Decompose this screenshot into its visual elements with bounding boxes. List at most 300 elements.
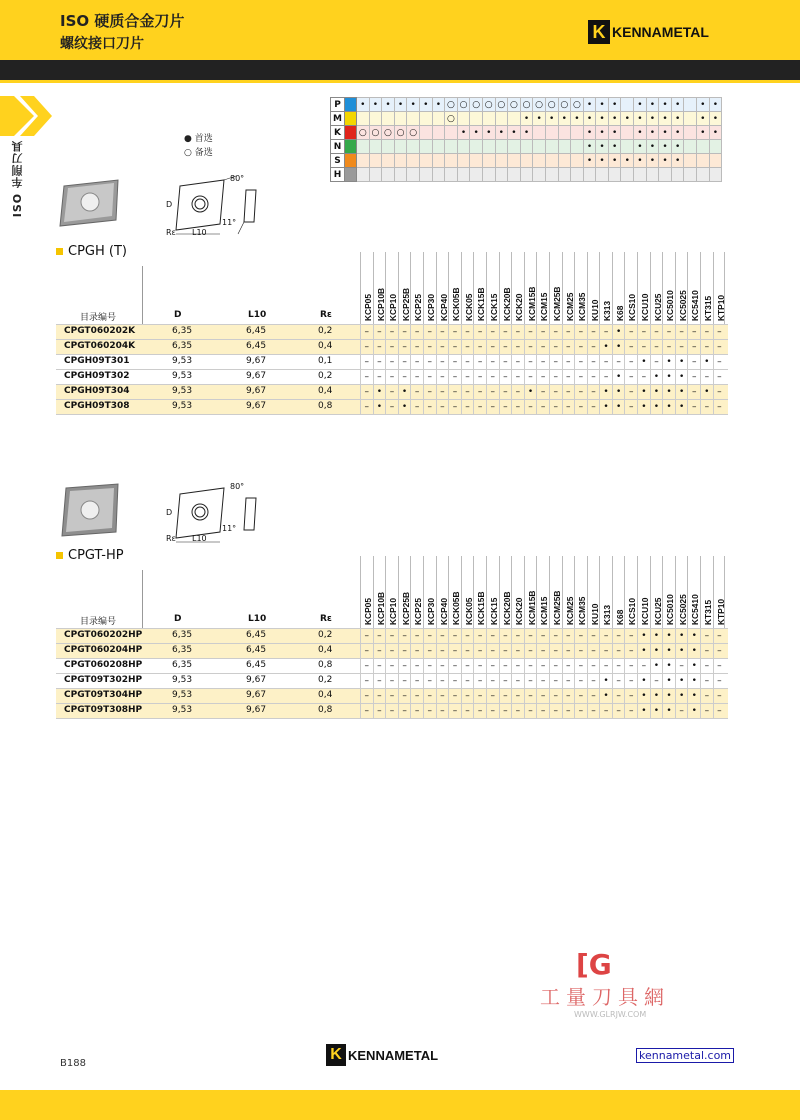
grade-cell: – (499, 689, 512, 703)
grade-cell: – (562, 355, 575, 369)
part-number: CPGT060204K (64, 341, 136, 351)
grade-cell: – (650, 674, 663, 688)
l10-value: 6,45 (246, 660, 267, 670)
material-cell (457, 168, 470, 182)
grade-cell: – (360, 644, 373, 658)
material-cell (508, 112, 521, 126)
material-color-swatch (345, 154, 357, 168)
material-cell (369, 168, 382, 182)
material-color-swatch (345, 168, 357, 182)
grade-cell: – (624, 400, 637, 414)
material-cell (571, 140, 584, 154)
grade-cell: – (448, 355, 461, 369)
grade-cell: • (637, 674, 650, 688)
grade-cell: – (549, 689, 562, 703)
grade-header (587, 252, 600, 324)
part-number: CPGT060208HP (64, 660, 143, 670)
column-header-d: D (174, 310, 182, 320)
material-cell (382, 154, 395, 168)
material-label: K (331, 126, 345, 140)
material-cell (382, 140, 395, 154)
column-header-d: D (174, 614, 182, 624)
grade-cell: – (536, 629, 549, 643)
column-header-l10: L10 (248, 310, 267, 320)
grade-header (486, 252, 499, 324)
grade-cell: – (524, 689, 537, 703)
grade-cell: – (398, 629, 411, 643)
material-color-swatch (345, 140, 357, 154)
grade-header-label: KCK15B (476, 591, 487, 625)
table-bottom-rule (56, 414, 728, 415)
grade-cell: – (624, 385, 637, 399)
grade-cell: – (461, 644, 474, 658)
d-value: 9,53 (172, 371, 193, 381)
grade-cell: – (373, 355, 386, 369)
grade-header-label: KCP10B (375, 591, 386, 625)
grade-header (536, 556, 549, 628)
grade-header (511, 252, 524, 324)
material-cell (533, 168, 546, 182)
grade-cell: – (599, 355, 612, 369)
grade-cell: – (499, 629, 512, 643)
material-cell (709, 154, 722, 168)
grade-cell: – (423, 644, 436, 658)
section-title (56, 244, 127, 259)
material-cell (571, 168, 584, 182)
grade-cell: – (461, 689, 474, 703)
re-value: 0,4 (318, 386, 333, 396)
grade-cell: – (549, 325, 562, 339)
insert-photo-hp (56, 482, 126, 540)
material-cell: • (709, 112, 722, 126)
grade-cell: – (423, 385, 436, 399)
grade-cell: – (700, 629, 713, 643)
material-cell: • (659, 112, 672, 126)
grade-cell: – (700, 674, 713, 688)
material-cell: • (608, 154, 621, 168)
material-cell (470, 154, 483, 168)
grade-cell: – (436, 659, 449, 673)
grade-cell: – (549, 644, 562, 658)
material-cell (520, 154, 533, 168)
material-cell: • (659, 126, 672, 140)
grade-cell: • (650, 629, 663, 643)
section-title-text: CPGT-HP (68, 548, 124, 563)
grade-header-label: KCK15 (488, 597, 499, 625)
grade-header-label: KCM25B (551, 590, 562, 625)
grade-header (549, 252, 562, 324)
material-cell: ○ (382, 126, 395, 140)
grade-cell: • (675, 674, 688, 688)
grade-header (461, 252, 474, 324)
grade-cell: – (410, 644, 423, 658)
grade-cell: – (524, 400, 537, 414)
bullet-square-icon (56, 248, 63, 255)
material-cell (533, 126, 546, 140)
grade-cell: – (373, 325, 386, 339)
grade-header (549, 556, 562, 628)
grade-cell: – (423, 659, 436, 673)
grade-cell: – (461, 370, 474, 384)
grade-cell: – (436, 644, 449, 658)
material-cell (495, 140, 508, 154)
grade-header (473, 252, 486, 324)
grade-header-label: KCU25 (652, 597, 663, 625)
grade-header-label: KCK05 (463, 293, 474, 321)
grade-cell: – (436, 400, 449, 414)
material-cell (684, 112, 697, 126)
grade-cell: • (675, 385, 688, 399)
grade-cell: – (524, 325, 537, 339)
grade-cell: – (574, 629, 587, 643)
d-value: 9,53 (172, 690, 193, 700)
grade-cell: – (448, 689, 461, 703)
header-accent-line (0, 80, 800, 83)
table-row (56, 324, 728, 339)
grade-cell: – (549, 385, 562, 399)
grade-header-label: KCP05 (363, 294, 373, 321)
material-cell: • (608, 126, 621, 140)
grade-cell: – (713, 370, 726, 384)
grade-cell: – (360, 659, 373, 673)
grade-cell: • (650, 370, 663, 384)
grade-cell: – (398, 325, 411, 339)
grade-cell: – (410, 400, 423, 414)
material-cell: • (646, 126, 659, 140)
part-number: CPGT09T302HP (64, 675, 143, 685)
grade-cell: – (486, 644, 499, 658)
kennametal-k-icon: K (588, 20, 610, 44)
grade-header (398, 556, 411, 628)
grade-header (637, 252, 650, 324)
material-cell (621, 140, 634, 154)
section-title (56, 548, 124, 563)
grade-headers (360, 252, 725, 324)
grade-cell: – (624, 355, 637, 369)
material-cell (558, 140, 571, 154)
grade-header-label: KCK05 (463, 597, 474, 625)
grade-header-label: KCP25 (413, 598, 424, 625)
column-header-re: Rε (320, 614, 332, 624)
material-cell: • (520, 112, 533, 126)
grade-cell: • (687, 644, 700, 658)
grade-header-label: KCK05B (451, 287, 462, 321)
grade-header (599, 556, 612, 628)
material-cell: • (457, 126, 470, 140)
grade-cell: • (599, 400, 612, 414)
grade-header-label: KCK20 (514, 293, 525, 321)
material-label: S (331, 154, 345, 168)
grade-cell: – (687, 370, 700, 384)
website-link[interactable]: kennametal.com (636, 1048, 734, 1063)
grade-cell: – (398, 704, 411, 718)
grade-cell: – (524, 704, 537, 718)
material-cell: • (596, 112, 609, 126)
grade-cell: – (436, 385, 449, 399)
grade-cell: – (461, 659, 474, 673)
page-subtitle: 螺纹接口刀片 (60, 36, 144, 52)
grade-cell: – (499, 355, 512, 369)
grade-cell: – (499, 644, 512, 658)
d-value: 9,53 (172, 705, 193, 715)
grade-cell: • (662, 400, 675, 414)
material-cell: ○ (457, 98, 470, 112)
material-cell: • (482, 126, 495, 140)
material-row-n (331, 140, 722, 154)
material-cell: • (382, 98, 395, 112)
material-cell: • (407, 98, 420, 112)
page-title: ISO 硬质合金刀片 (60, 12, 185, 30)
material-cell: • (634, 112, 647, 126)
material-cell: • (697, 112, 710, 126)
grade-header (650, 556, 663, 628)
material-cell (684, 126, 697, 140)
grade-cell: – (410, 689, 423, 703)
grade-header-label: KCM15 (539, 596, 550, 625)
grade-cell: – (373, 644, 386, 658)
material-cell (608, 168, 621, 182)
grade-header (562, 252, 575, 324)
grade-cell: – (574, 704, 587, 718)
grade-header (524, 252, 537, 324)
grade-header-label: KC5025 (677, 290, 688, 321)
grade-cell: – (511, 644, 524, 658)
part-number: CPGT09T304HP (64, 690, 143, 700)
material-cell (470, 140, 483, 154)
grade-cell: – (423, 689, 436, 703)
part-number: CPGT060202HP (64, 630, 143, 640)
grade-header (612, 556, 625, 628)
material-cell (697, 140, 710, 154)
grade-cell: – (536, 340, 549, 354)
material-cell: • (608, 112, 621, 126)
grade-cell: – (410, 704, 423, 718)
grade-cell: – (536, 400, 549, 414)
grade-cell: • (398, 400, 411, 414)
grade-cell: – (486, 370, 499, 384)
material-row-p (331, 98, 722, 112)
material-cell (558, 154, 571, 168)
l10-value: 9,67 (246, 386, 267, 396)
grade-cell: – (637, 340, 650, 354)
grade-header (360, 556, 373, 628)
material-cell (419, 168, 432, 182)
grade-cell: – (385, 400, 398, 414)
grade-cell: • (675, 629, 688, 643)
grade-cell: – (624, 340, 637, 354)
material-cell (482, 154, 495, 168)
grade-header-label: KCP10 (388, 598, 399, 625)
grade-cell: – (637, 325, 650, 339)
material-cell (482, 168, 495, 182)
grade-cell: • (373, 400, 386, 414)
grade-cell: – (687, 355, 700, 369)
grade-cell: – (675, 659, 688, 673)
grade-cell: – (562, 674, 575, 688)
angle-label-hp: 80° (230, 482, 245, 491)
material-cell: • (646, 98, 659, 112)
l10-value: 6,45 (246, 326, 267, 336)
grade-cell: – (536, 674, 549, 688)
grade-cell: – (360, 400, 373, 414)
grade-cell: – (398, 355, 411, 369)
grade-cell: – (536, 355, 549, 369)
material-cell (482, 112, 495, 126)
column-headers (56, 614, 356, 628)
grade-cell: • (662, 659, 675, 673)
re-value: 0,4 (318, 645, 333, 655)
grade-cell: – (612, 644, 625, 658)
material-cell: • (419, 98, 432, 112)
material-cell (697, 168, 710, 182)
grade-cell: – (461, 340, 474, 354)
page-number: B188 (60, 1058, 86, 1069)
grade-header-label: KCP30 (425, 294, 436, 321)
material-cell: • (671, 154, 684, 168)
grade-cell: – (398, 644, 411, 658)
grade-cell: – (499, 674, 512, 688)
grade-header-label: KCU10 (640, 293, 651, 321)
material-cell: • (608, 140, 621, 154)
grade-cell: – (398, 689, 411, 703)
material-cell: • (697, 98, 710, 112)
grade-header (612, 252, 625, 324)
grade-cell: – (562, 385, 575, 399)
grade-cell: – (687, 385, 700, 399)
grade-header-label: KCS10 (627, 598, 638, 625)
material-label: M (331, 112, 345, 126)
grade-cell: – (410, 325, 423, 339)
material-cell (419, 126, 432, 140)
grade-header-label: K68 (614, 609, 625, 625)
grade-cell: – (473, 355, 486, 369)
re-value: 0,4 (318, 341, 333, 351)
insert-diagram-hp (162, 482, 266, 548)
material-cell (369, 140, 382, 154)
grade-header-label: KCK15B (476, 287, 487, 321)
l10-value: 9,67 (246, 356, 267, 366)
grade-cell: – (410, 629, 423, 643)
grade-cell: – (360, 325, 373, 339)
grade-cell: – (448, 400, 461, 414)
grade-cell: – (524, 644, 537, 658)
grade-cell: – (486, 325, 499, 339)
grade-cell: • (662, 704, 675, 718)
header-logo: K KENNAMETAL (588, 20, 709, 44)
grade-cell: – (511, 385, 524, 399)
column-header-part: 目录编号 (80, 313, 117, 323)
l10-value: 9,67 (246, 371, 267, 381)
grade-cell: – (436, 325, 449, 339)
material-label: N (331, 140, 345, 154)
grade-cell: – (574, 325, 587, 339)
grade-cell: – (624, 644, 637, 658)
clearance-label-hp: 11° (222, 524, 237, 533)
grade-cell: – (461, 674, 474, 688)
material-cell: • (646, 154, 659, 168)
grade-cell: – (562, 659, 575, 673)
material-cell (621, 98, 634, 112)
table-row (56, 658, 728, 673)
grade-header (637, 556, 650, 628)
grade-cell: – (436, 704, 449, 718)
material-cell (621, 168, 634, 182)
grade-cell: – (373, 629, 386, 643)
grade-cell: – (410, 659, 423, 673)
material-cell (520, 140, 533, 154)
d-value: 9,53 (172, 401, 193, 411)
grade-header (662, 252, 675, 324)
grade-header-label: KCK05B (451, 591, 462, 625)
grade-cell: – (373, 370, 386, 384)
grade-cell: • (599, 340, 612, 354)
material-cell (407, 140, 420, 154)
material-cell (697, 154, 710, 168)
grade-cell: – (524, 659, 537, 673)
grade-cell: – (473, 704, 486, 718)
grade-cell: – (624, 674, 637, 688)
grade-header (473, 556, 486, 628)
grade-cell: – (385, 689, 398, 703)
grade-cell: – (499, 325, 512, 339)
grade-cell: – (624, 659, 637, 673)
grade-cell: – (637, 659, 650, 673)
grade-header (360, 252, 373, 324)
grade-cell: – (360, 689, 373, 703)
grade-cell: – (486, 355, 499, 369)
material-cell (533, 140, 546, 154)
grade-cell: – (448, 704, 461, 718)
grade-cell: • (612, 325, 625, 339)
grade-cell: • (637, 704, 650, 718)
table-row (56, 399, 728, 414)
material-cell (419, 112, 432, 126)
table-row (56, 643, 728, 658)
grade-cell: – (650, 355, 663, 369)
grade-cell: – (385, 355, 398, 369)
material-label: P (331, 98, 345, 112)
grade-cell: – (511, 400, 524, 414)
material-cell (571, 126, 584, 140)
d-value: 9,53 (172, 386, 193, 396)
material-cell (457, 140, 470, 154)
material-cell (445, 168, 458, 182)
material-cell (684, 98, 697, 112)
grade-header-label: KCM35 (577, 596, 588, 625)
grade-cell: – (713, 704, 726, 718)
grade-cell: – (562, 704, 575, 718)
grade-cell: – (373, 689, 386, 703)
table-row (56, 384, 728, 399)
grade-header-label: KU10 (589, 603, 600, 625)
material-cell (394, 140, 407, 154)
d-label: D (166, 200, 173, 209)
grade-cell: – (612, 674, 625, 688)
grade-cell: – (624, 689, 637, 703)
material-cell (646, 168, 659, 182)
grade-cell: – (599, 629, 612, 643)
material-cell (508, 168, 521, 182)
grade-cell: – (524, 370, 537, 384)
part-number: CPGH09T301 (64, 356, 130, 366)
material-cell: • (659, 140, 672, 154)
material-cell: • (583, 140, 596, 154)
grade-header-label: KCP05 (363, 598, 373, 625)
grade-header-label: K68 (614, 305, 625, 321)
grade-header (662, 556, 675, 628)
grade-cell: – (486, 704, 499, 718)
table-row (56, 628, 728, 643)
